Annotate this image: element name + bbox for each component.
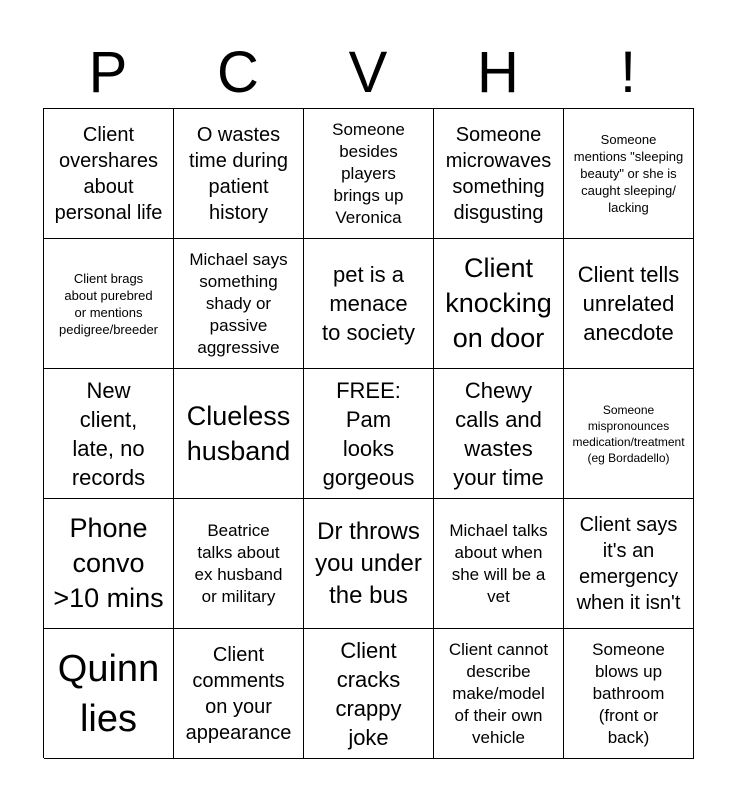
bingo-cell[interactable]	[564, 499, 694, 629]
bingo-cell-text: Clueless husband	[186, 400, 291, 466]
bingo-cell[interactable]	[434, 369, 564, 499]
bingo-cell[interactable]	[44, 239, 174, 369]
header-letter-3: V	[348, 40, 388, 105]
bingo-cell[interactable]	[44, 629, 174, 759]
bingo-cell[interactable]	[174, 499, 304, 629]
bingo-cell-text: Client tells unrelated anecdote	[577, 262, 680, 345]
bingo-cell-text: Dr throws you under the bus	[315, 517, 422, 609]
bingo-cell[interactable]	[304, 499, 434, 629]
bingo-cell[interactable]	[304, 239, 434, 369]
bingo-header	[43, 38, 693, 108]
bingo-cell[interactable]	[434, 629, 564, 759]
bingo-cell[interactable]	[44, 109, 174, 239]
bingo-cell[interactable]	[304, 629, 434, 759]
bingo-cell[interactable]	[564, 629, 694, 759]
bingo-cell-text: Someone mentions "sleeping beauty" or she is caught sleeping/ lacking	[573, 132, 684, 215]
bingo-cell[interactable]	[434, 499, 564, 629]
bingo-cell[interactable]	[564, 239, 694, 369]
bingo-cell-text: Someone mispronounces medication/treatment (eg Bordadello)	[572, 402, 685, 465]
bingo-cell[interactable]	[564, 109, 694, 239]
bingo-cell[interactable]	[434, 109, 564, 239]
bingo-cell-text: Chewy calls and wastes your time	[453, 377, 544, 490]
header-letter-2: C	[217, 40, 259, 105]
bingo-cell-text: Someone blows up bathroom (front or back)	[592, 639, 665, 747]
bingo-cell-text: New client, late, no records	[71, 377, 146, 490]
bingo-cell[interactable]	[44, 369, 174, 499]
bingo-cell-text: Phone convo >10 mins	[53, 513, 164, 613]
bingo-cell[interactable]	[174, 239, 304, 369]
bingo-cell-text: pet is a menace to society	[322, 262, 415, 345]
bingo-cell-text: Client brags about purebred or mentions pedigree/breeder	[58, 270, 159, 337]
bingo-cell[interactable]	[174, 369, 304, 499]
bingo-cell[interactable]	[174, 109, 304, 239]
bingo-cell-text: Client cracks crappy joke	[335, 637, 402, 750]
bingo-cell-text: Client comments on your appearance	[185, 643, 292, 744]
bingo-cell-text: Someone besides players brings up Veronica	[332, 119, 405, 227]
bingo-cell-text: Client overshares about personal life	[54, 123, 163, 224]
header-letter-4: H	[477, 40, 519, 105]
bingo-cell-text: Someone microwaves something disgusting	[445, 123, 552, 224]
header-letter-5: !	[619, 40, 637, 105]
bingo-cell-text: Client cannot describe make/model of their own vehicle	[448, 639, 549, 747]
bingo-cell[interactable]	[44, 499, 174, 629]
bingo-cell-text: O wastes time during patient history	[189, 123, 288, 224]
bingo-cell-text: Beatrice talks about ex husband or military	[194, 520, 283, 606]
bingo-cell-text: FREE: Pam looks gorgeous	[322, 377, 415, 490]
bingo-cell[interactable]	[174, 629, 304, 759]
bingo-grid	[43, 108, 694, 758]
bingo-cell-text: Client knocking on door	[445, 253, 552, 353]
bingo-cell[interactable]	[304, 369, 434, 499]
bingo-cell-text: Michael talks about when she will be a vet	[449, 520, 548, 606]
bingo-cell-text: Quinn lies	[57, 647, 160, 740]
bingo-cell-text: Michael says something shady or passive aggressive	[189, 249, 288, 357]
bingo-cell[interactable]	[434, 239, 564, 369]
header-letter-1: P	[88, 40, 128, 105]
bingo-cell[interactable]	[564, 369, 694, 499]
bingo-cell[interactable]	[304, 109, 434, 239]
bingo-cell-text: Client says it's an emergency when it isn't	[576, 513, 681, 614]
